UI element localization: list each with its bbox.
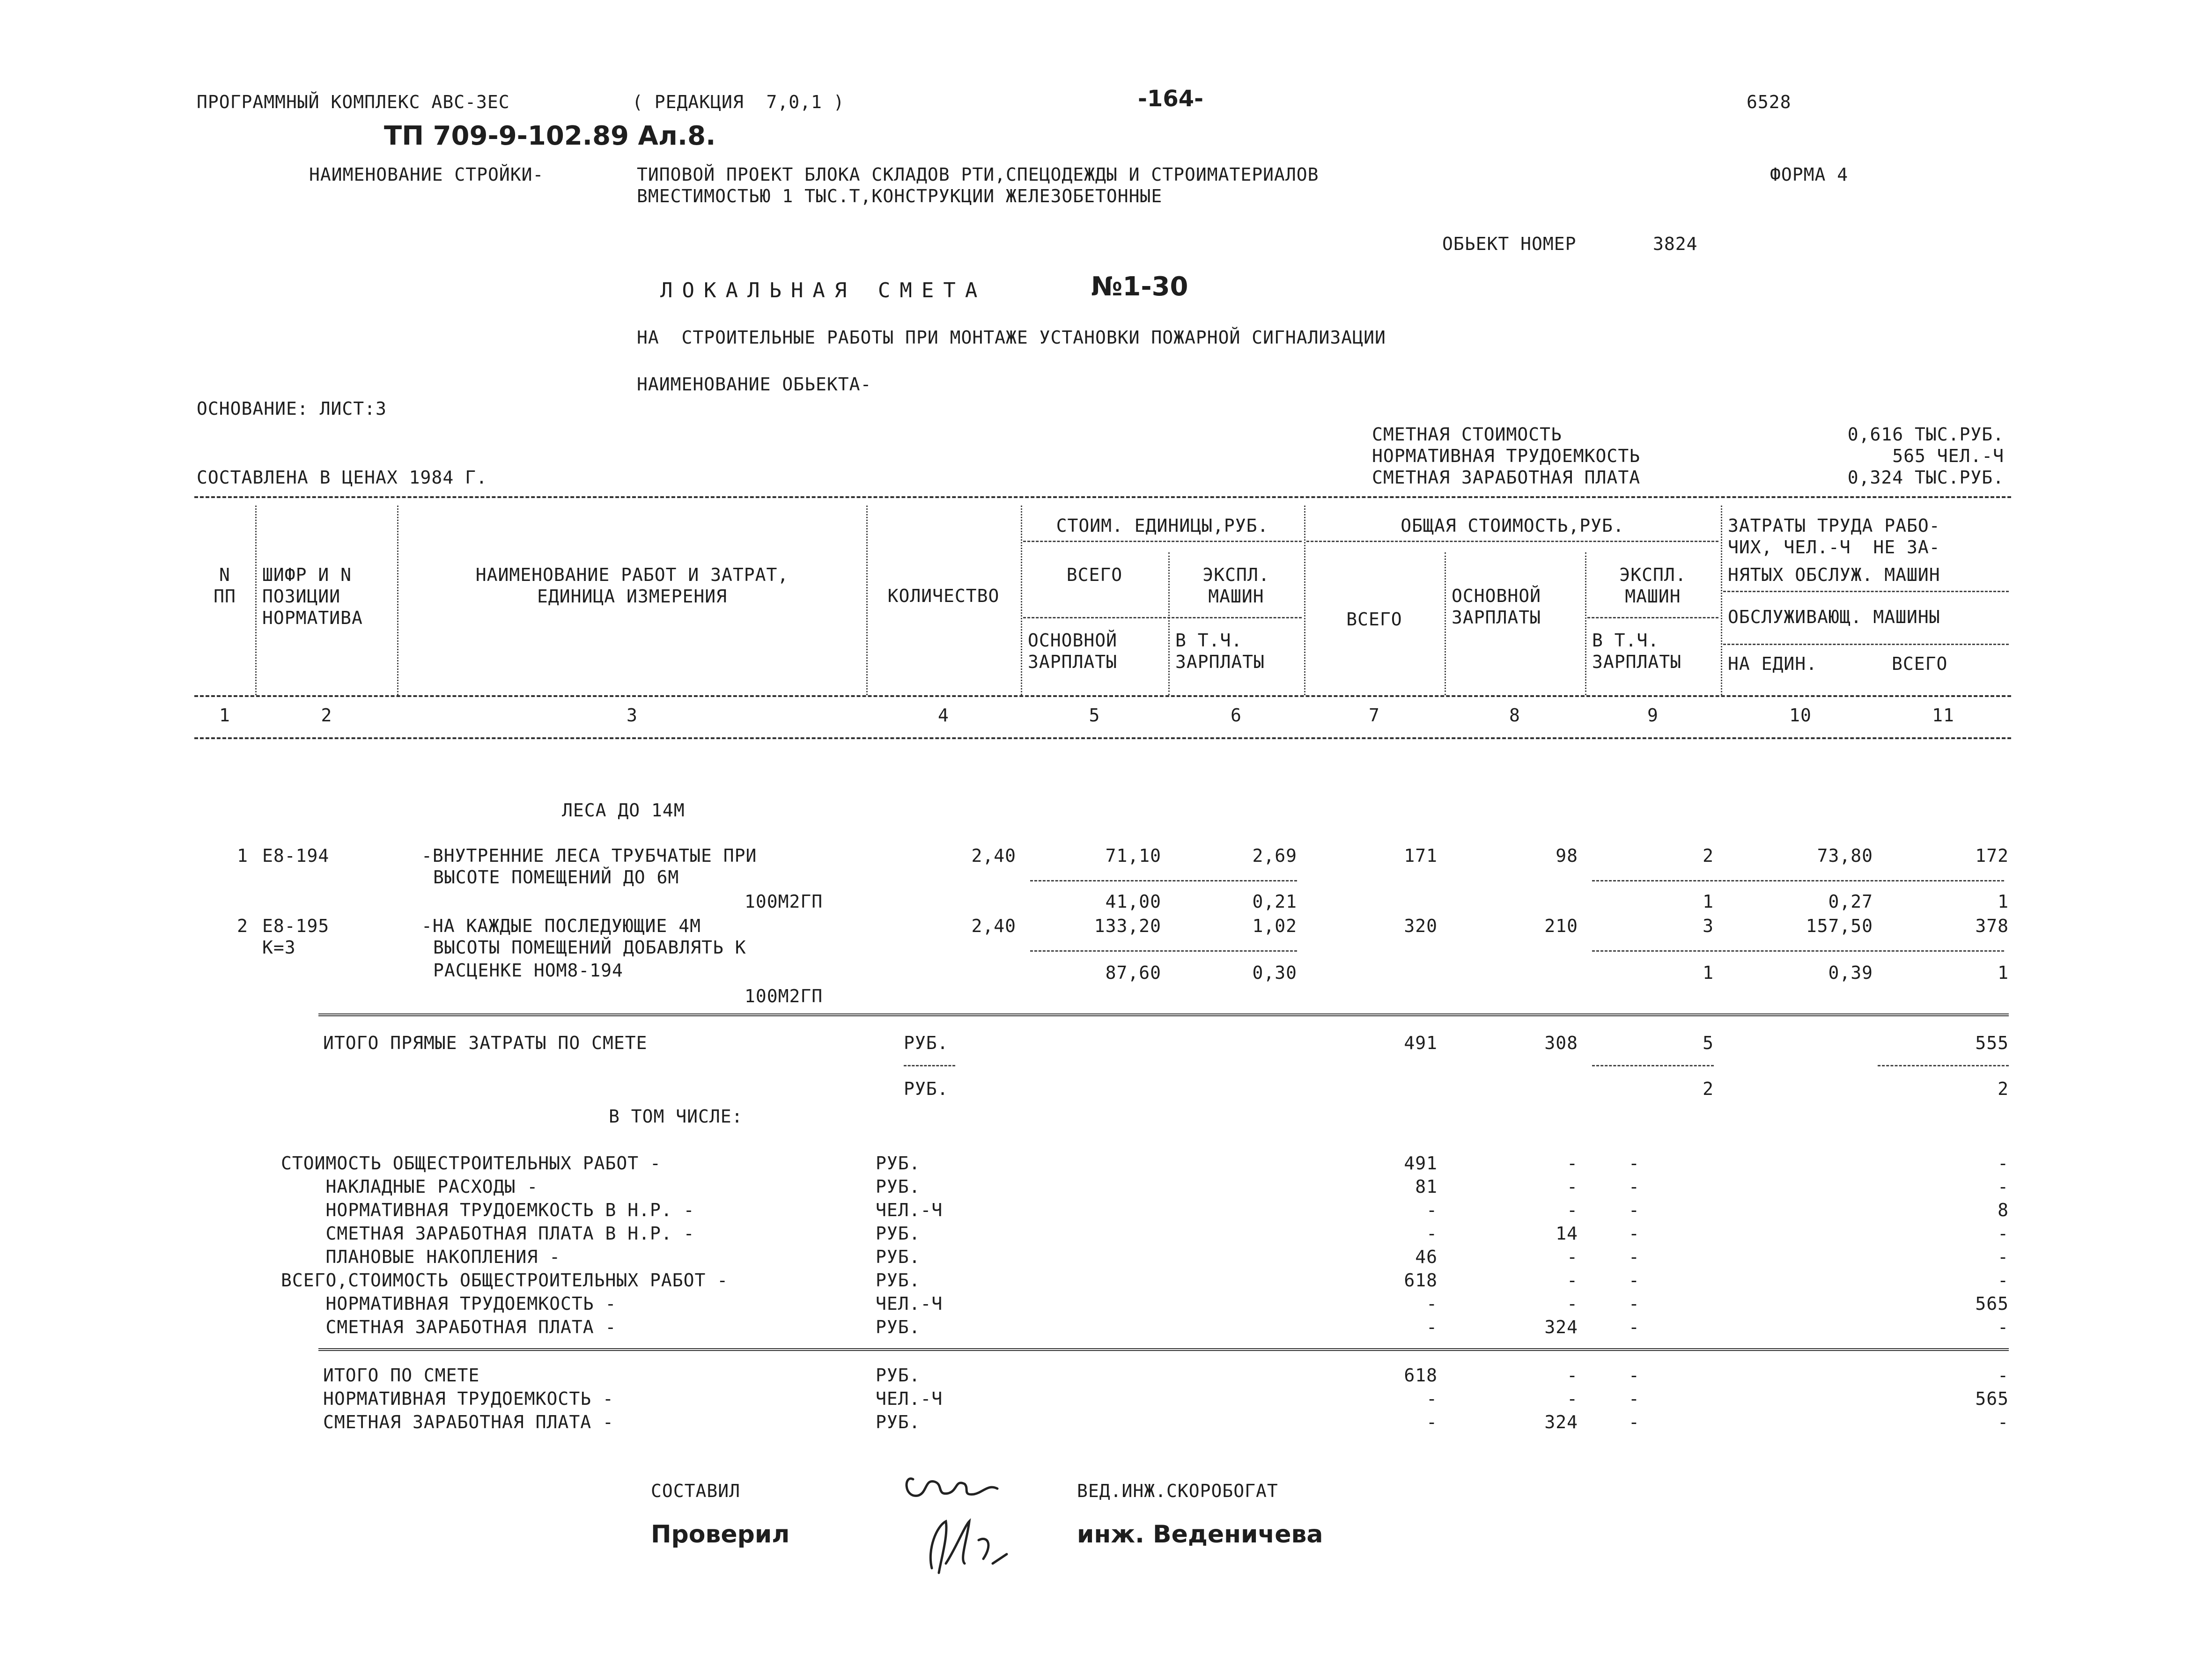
col-number: 3 xyxy=(627,705,638,726)
page-number: -164- xyxy=(1138,86,1204,112)
item-machines: 3 xyxy=(1703,916,1714,936)
row-label: ИТОГО ПО СМЕТЕ xyxy=(323,1365,480,1386)
col-header-4: КОЛИЧЕСТВО xyxy=(887,586,1000,606)
row-machines: - xyxy=(1629,1270,1640,1291)
item-unit-machines: 1,02 xyxy=(1252,916,1297,936)
price-basis: СОСТАВЛЕНА В ЦЕНАХ 1984 Г. xyxy=(197,467,487,488)
column-divider xyxy=(1721,506,1722,695)
col-number: 4 xyxy=(938,705,949,726)
row-total-cost: - xyxy=(1426,1412,1438,1432)
row-labor: - xyxy=(1998,1412,2009,1432)
row-total-cost: 618 xyxy=(1404,1365,1438,1386)
compiler-signature xyxy=(899,1461,1007,1512)
column-divider xyxy=(1585,552,1586,695)
summary-value-wages: 0,324 ТЫС.РУБ. xyxy=(1847,467,2004,488)
item-name-line: -ВНУТРЕННИЕ ЛЕСА ТРУБЧАТЫЕ ПРИ xyxy=(421,845,757,866)
row-label: НОРМАТИВНАЯ ТРУДОЕМКОСТЬ - xyxy=(323,1388,614,1409)
col-header-9-top: ЭКСПЛ. МАШИН xyxy=(1619,565,1687,607)
checker-signature xyxy=(913,1507,1021,1582)
row-machines: - xyxy=(1629,1365,1640,1386)
col-header-1: N ПП xyxy=(214,565,236,607)
construction-name-line-1: ТИПОВОЙ ПРОЕКТ БЛОКА СКЛАДОВ РТИ,СПЕЦОДЕЖДЫ И СТРОИМАТЕРИАЛОВ xyxy=(637,164,1319,185)
direct-total-cost: 491 xyxy=(1404,1033,1438,1053)
row-labor: 565 xyxy=(1975,1388,2009,1409)
row-total-cost: 618 xyxy=(1404,1270,1438,1291)
item-number: 1 xyxy=(237,845,248,866)
row-total-cost: 46 xyxy=(1415,1247,1438,1267)
row-machines: - xyxy=(1629,1153,1640,1174)
item-labor-unit: 73,80 xyxy=(1817,845,1873,866)
item-labor-total-machines: 1 xyxy=(1998,962,2009,983)
row-wages: 14 xyxy=(1556,1223,1578,1244)
item-code: Е8-194 xyxy=(262,845,330,866)
estimate-title-number: №1-30 xyxy=(1091,272,1188,302)
header-bottom-rule xyxy=(194,695,2011,697)
row-total-cost: 81 xyxy=(1415,1176,1438,1197)
col-header-5-bottom: ОСНОВНОЙ ЗАРПЛАТЫ xyxy=(1028,630,1118,672)
item-unit-machine-wages: 0,21 xyxy=(1252,891,1297,912)
total-cost-group-header: ОБЩАЯ СТОИМОСТЬ,РУБ. xyxy=(1401,515,1624,536)
labor-header-line-3: НЯТЫХ ОБСЛУЖ. МАШИН xyxy=(1728,565,1940,585)
column-divider xyxy=(1445,552,1446,695)
summary-value-labor: 565 ЧЕЛ.-Ч xyxy=(1892,446,2004,466)
item-total: 171 xyxy=(1404,845,1438,866)
col-header-6-top: ЭКСПЛ. МАШИН xyxy=(1202,565,1270,607)
column-divider xyxy=(1021,506,1022,695)
row-labor: - xyxy=(1998,1223,2009,1244)
object-number: 3824 xyxy=(1653,234,1698,254)
direct-total-machine-wages: 2 xyxy=(1703,1079,1714,1099)
col-number: 8 xyxy=(1509,705,1520,726)
labor-header-line-2: ЧИХ, ЧЕЛ.-Ч НЕ ЗА- xyxy=(1728,537,1940,558)
item-machine-wages: 1 xyxy=(1703,962,1714,983)
item-name-line: -НА КАЖДЫЕ ПОСЛЕДУЮЩИЕ 4М xyxy=(421,916,701,936)
item-coefficient: К=3 xyxy=(262,937,296,958)
row-label: СТОИМОСТЬ ОБЩЕСТРОИТЕЛЬНЫХ РАБОТ - xyxy=(281,1153,661,1174)
breakdown-bottom-rule xyxy=(318,1348,2009,1351)
row-machines: - xyxy=(1629,1223,1640,1244)
checked-by: инж. Веденичева xyxy=(1077,1520,1323,1549)
row-labor: - xyxy=(1998,1270,2009,1291)
direct-total-labor-machines: 2 xyxy=(1998,1079,2009,1099)
col-number: 7 xyxy=(1369,705,1380,726)
row-unit: РУБ. xyxy=(876,1153,921,1174)
item-labor-unit: 157,50 xyxy=(1806,916,1873,936)
construction-label: НАИМЕНОВАНИЕ СТРОЙКИ- xyxy=(309,164,544,185)
estimate-title: ЛОКАЛЬНАЯ СМЕТА xyxy=(660,279,987,302)
row-labor: - xyxy=(1998,1247,2009,1267)
handwritten-project-code: ТП 709-9-102.89 Ал.8. xyxy=(384,121,716,151)
row-labor: - xyxy=(1998,1317,2009,1337)
item-wages: 98 xyxy=(1556,845,1578,866)
row-wages: - xyxy=(1567,1365,1578,1386)
item-name-line: ВЫСОТЫ ПОМЕЩЕНИЙ ДОБАВЛЯТЬ К xyxy=(433,937,746,958)
item-number: 2 xyxy=(237,916,248,936)
form-label: ФОРМА 4 xyxy=(1770,164,1849,185)
row-total-cost: - xyxy=(1426,1200,1438,1220)
item-name-line: РАСЦЕНКЕ НОМ8-194 xyxy=(433,960,623,981)
item-labor-total: 172 xyxy=(1975,845,2009,866)
direct-total-wages: 308 xyxy=(1544,1033,1578,1053)
row-wages: 324 xyxy=(1544,1317,1578,1337)
row-unit: РУБ. xyxy=(876,1176,921,1197)
compiled-by: ВЕД.ИНЖ.СКОРОБОГАТ xyxy=(1077,1481,1278,1501)
col-header-2: ШИФР И N ПОЗИЦИИ НОРМАТИВА xyxy=(262,565,363,628)
item-labor-unit-machines: 0,27 xyxy=(1828,891,1873,912)
col-header-7: ВСЕГО xyxy=(1346,609,1402,630)
item-machines: 2 xyxy=(1703,845,1714,866)
item-machine-wages: 1 xyxy=(1703,891,1714,912)
col-number: 5 xyxy=(1089,705,1100,726)
item-unit-total: 133,20 xyxy=(1094,916,1161,936)
column-divider xyxy=(1168,552,1170,695)
col-header-8: ОСНОВНОЙ ЗАРПЛАТЫ xyxy=(1452,586,1541,628)
row-labor: - xyxy=(1998,1176,2009,1197)
direct-total-unit: РУБ. xyxy=(904,1033,949,1053)
section-title: ЛЕСА ДО 14М xyxy=(562,800,685,821)
col-header-10: НА ЕДИН. xyxy=(1728,653,1818,674)
estimate-subtitle: НА СТРОИТЕЛЬНЫЕ РАБОТЫ ПРИ МОНТАЖЕ УСТАНОВКИ ПОЖАРНОЙ СИГНАЛИЗАЦИИ xyxy=(637,327,1386,348)
row-wages: - xyxy=(1567,1293,1578,1314)
item-wages: 210 xyxy=(1544,916,1578,936)
row-machines: - xyxy=(1629,1200,1640,1220)
item-unit-machine-wages: 0,30 xyxy=(1252,962,1297,983)
summary-label-labor: НОРМАТИВНАЯ ТРУДОЕМКОСТЬ xyxy=(1372,446,1641,466)
row-wages: - xyxy=(1567,1153,1578,1174)
row-labor: - xyxy=(1998,1365,2009,1386)
item-labor-unit-machines: 0,39 xyxy=(1828,962,1873,983)
edition: ( РЕДАКЦИЯ 7,0,1 ) xyxy=(632,92,845,112)
program-name: ПРОГРАММНЫЙ КОМПЛЕКС АВС-3ЕС xyxy=(197,92,510,112)
item-labor-total-machines: 1 xyxy=(1998,891,2009,912)
col-header-6-bottom: В Т.Ч. ЗАРПЛАТЫ xyxy=(1175,630,1265,672)
row-wages: - xyxy=(1567,1270,1578,1291)
item-unit-wages: 41,00 xyxy=(1105,891,1161,912)
row-label: ВСЕГО,СТОИМОСТЬ ОБЩЕСТРОИТЕЛЬНЫХ РАБОТ - xyxy=(281,1270,729,1291)
row-unit: РУБ. xyxy=(876,1365,921,1386)
item-unit-machines: 2,69 xyxy=(1252,845,1297,866)
document-number: 6528 xyxy=(1747,92,1792,112)
item-code: Е8-195 xyxy=(262,916,330,936)
column-divider xyxy=(397,506,398,695)
row-total-cost: - xyxy=(1426,1317,1438,1337)
row-wages: - xyxy=(1567,1176,1578,1197)
direct-total-unit-2: РУБ. xyxy=(904,1079,949,1099)
construction-name-line-2: ВМЕСТИМОСТЬЮ 1 ТЫС.Т,КОНСТРУКЦИИ ЖЕЛЕЗОБЕТОННЫЕ xyxy=(637,186,1163,206)
item-quantity: 2,40 xyxy=(971,916,1016,936)
direct-total-label: ИТОГО ПРЯМЫЕ ЗАТРАТЫ ПО СМЕТЕ xyxy=(323,1033,648,1053)
item-labor-total: 378 xyxy=(1975,916,2009,936)
col-number: 1 xyxy=(219,705,230,726)
col-header-3: НАИМЕНОВАНИЕ РАБОТ И ЗАТРАТ, ЕДИНИЦА ИЗМЕРЕНИЯ xyxy=(475,565,789,607)
compiled-label: СОСТАВИЛ xyxy=(651,1481,741,1501)
row-unit: ЧЕЛ.-Ч xyxy=(876,1388,943,1409)
row-unit: РУБ. xyxy=(876,1412,921,1432)
object-name-label: НАИМЕНОВАНИЕ ОБЬЕКТА- xyxy=(637,374,872,395)
item-total: 320 xyxy=(1404,916,1438,936)
row-label: НАКЛАДНЫЕ РАСХОДЫ - xyxy=(281,1176,538,1197)
col-header-9-bottom: В Т.Ч. ЗАРПЛАТЫ xyxy=(1592,630,1682,672)
row-total-cost: 491 xyxy=(1404,1153,1438,1174)
row-machines: - xyxy=(1629,1247,1640,1267)
row-total-cost: - xyxy=(1426,1223,1438,1244)
summary-label-wages: СМЕТНАЯ ЗАРАБОТНАЯ ПЛАТА xyxy=(1372,467,1641,488)
row-machines: - xyxy=(1629,1176,1640,1197)
column-divider xyxy=(1304,506,1305,695)
including-label: В ТОМ ЧИСЛЕ: xyxy=(609,1106,743,1127)
row-label: СМЕТНАЯ ЗАРАБОТНАЯ ПЛАТА В Н.Р. - xyxy=(281,1223,695,1244)
item-unit-total: 71,10 xyxy=(1105,845,1161,866)
col-number: 6 xyxy=(1231,705,1242,726)
row-total-cost: - xyxy=(1426,1293,1438,1314)
row-wages: 324 xyxy=(1544,1412,1578,1432)
item-unit: 100М2ГП xyxy=(745,891,823,912)
row-wages: - xyxy=(1567,1388,1578,1409)
labor-header-line-4: ОБСЛУЖИВАЮЩ. МАШИНЫ xyxy=(1728,607,1940,627)
row-label: СМЕТНАЯ ЗАРАБОТНАЯ ПЛАТА - xyxy=(281,1317,617,1337)
col-header-5-top: ВСЕГО xyxy=(1066,565,1123,585)
item-name-line: ВЫСОТЕ ПОМЕЩЕНИЙ ДО 6М xyxy=(433,867,679,888)
row-machines: - xyxy=(1629,1317,1640,1337)
basis: ОСНОВАНИЕ: ЛИСТ:3 xyxy=(197,398,387,419)
summary-value-cost: 0,616 ТЫС.РУБ. xyxy=(1847,424,2004,445)
labor-header-line-1: ЗАТРАТЫ ТРУДА РАБО- xyxy=(1728,515,1940,536)
item-unit: 100М2ГП xyxy=(745,986,823,1006)
row-wages: - xyxy=(1567,1200,1578,1220)
unit-cost-group-header: СТОИМ. ЕДИНИЦЫ,РУБ. xyxy=(1056,515,1269,536)
row-unit: ЧЕЛ.-Ч xyxy=(876,1293,943,1314)
row-unit: ЧЕЛ.-Ч xyxy=(876,1200,943,1220)
row-wages: - xyxy=(1567,1247,1578,1267)
row-label: НОРМАТИВНАЯ ТРУДОЕМКОСТЬ В Н.Р. - xyxy=(281,1200,695,1220)
direct-total-labor: 555 xyxy=(1975,1033,2009,1053)
direct-total-machines: 5 xyxy=(1703,1033,1714,1053)
col-number: 10 xyxy=(1789,705,1812,726)
column-divider xyxy=(866,506,868,695)
col-header-11: ВСЕГО xyxy=(1892,653,1948,674)
row-unit: РУБ. xyxy=(876,1247,921,1267)
table-top-rule xyxy=(194,496,2011,498)
summary-label-cost: СМЕТНАЯ СТОИМОСТЬ xyxy=(1372,424,1562,445)
item-unit-wages: 87,60 xyxy=(1105,962,1161,983)
row-total-cost: - xyxy=(1426,1388,1438,1409)
row-machines: - xyxy=(1629,1293,1640,1314)
checked-label: Проверил xyxy=(651,1520,790,1549)
col-number: 11 xyxy=(1932,705,1954,726)
row-labor: - xyxy=(1998,1153,2009,1174)
row-label: НОРМАТИВНАЯ ТРУДОЕМКОСТЬ - xyxy=(281,1293,617,1314)
row-label: СМЕТНАЯ ЗАРАБОТНАЯ ПЛАТА - xyxy=(323,1412,614,1432)
row-unit: РУБ. xyxy=(876,1317,921,1337)
row-unit: РУБ. xyxy=(876,1270,921,1291)
item-quantity: 2,40 xyxy=(971,845,1016,866)
row-label: ПЛАНОВЫЕ НАКОПЛЕНИЯ - xyxy=(281,1247,560,1267)
row-machines: - xyxy=(1629,1388,1640,1409)
items-bottom-rule xyxy=(318,1013,2009,1016)
object-number-label: ОБЬЕКТ НОМЕР xyxy=(1442,234,1577,254)
column-divider xyxy=(255,506,257,695)
row-unit: РУБ. xyxy=(876,1223,921,1244)
row-labor: 8 xyxy=(1998,1200,2009,1220)
row-labor: 565 xyxy=(1975,1293,2009,1314)
col-number: 9 xyxy=(1647,705,1659,726)
col-number: 2 xyxy=(321,705,332,726)
row-machines: - xyxy=(1629,1412,1640,1432)
